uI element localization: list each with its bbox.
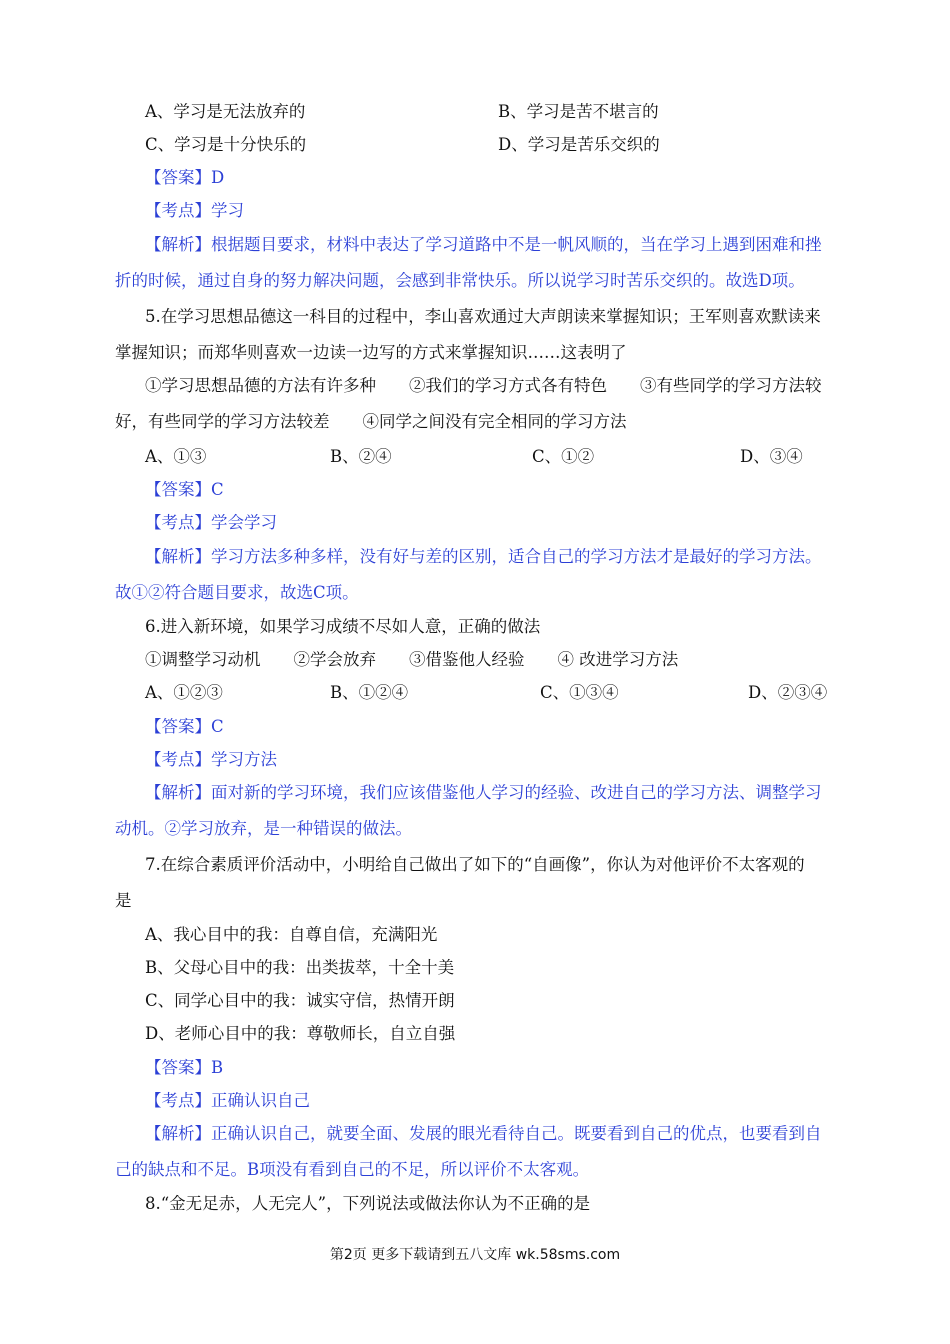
- q6-stem: 6.进入新环境，如果学习成绩不尽如人意，正确的做法: [145, 617, 541, 636]
- q4-option-c: C、学习是十分快乐的: [145, 135, 307, 154]
- q7-stem-line2: 是: [115, 891, 132, 910]
- q4-analysis-line1: 【解析】根据题目要求，材料中表达了学习道路中不是一帆风顺的，当在学习上遇到困难和挫: [145, 235, 822, 254]
- q7-point: 【考点】正确认识自己: [145, 1091, 310, 1110]
- q7-answer: 【答案】B: [145, 1058, 224, 1077]
- q7-option-d: D、老师心目中的我：尊敬师长，自立自强: [145, 1024, 456, 1043]
- q5-analysis-line1: 【解析】学习方法多种多样，没有好与差的区别，适合自己的学习方法才是最好的学习方法。: [145, 547, 822, 566]
- q6-option-a: A、①②③: [145, 683, 223, 702]
- q4-option-a: A、学习是无法放弃的: [145, 102, 306, 121]
- q6-option-d: D、②③④: [748, 683, 828, 702]
- q4-answer: 【答案】D: [145, 168, 225, 187]
- q4-analysis-line2: 折的时候，通过自身的努力解决问题，会感到非常快乐。所以说学习时苦乐交织的。故选D项。: [115, 271, 805, 290]
- q4-point: 【考点】学习: [145, 201, 244, 220]
- q5-items-line1: ①学习思想品德的方法有许多种 ②我们的学习方式各有特色 ③有些同学的学习方法较: [145, 376, 822, 395]
- q7-analysis-line1: 【解析】正确认识自己，就要全面、发展的眼光看待自己。既要看到自己的优点，也要看到自: [145, 1124, 822, 1143]
- q7-option-b: B、父母心目中的我：出类拔萃，十全十美: [145, 958, 455, 977]
- q8-stem: 8.“金无足赤，人无完人”，下列说法或做法你认为不正确的是: [145, 1194, 591, 1213]
- q5-stem-line2: 掌握知识；而郑华则喜欢一边读一边写的方式来掌握知识……这表明了: [115, 343, 627, 362]
- q7-option-c: C、同学心目中的我：诚实守信，热情开朗: [145, 991, 455, 1010]
- q5-point: 【考点】学会学习: [145, 513, 277, 532]
- q6-items: ①调整学习动机 ②学会放弃 ③借鉴他人经验 ④ 改进学习方法: [145, 650, 679, 669]
- q7-option-a: A、我心目中的我：自尊自信，充满阳光: [145, 925, 438, 944]
- q6-analysis-line1: 【解析】面对新的学习环境，我们应该借鉴他人学习的经验、改进自己的学习方法、调整学习: [145, 783, 822, 802]
- page-footer: 第2页 更多下载请到五八文库 wk.58sms.com: [329, 1247, 621, 1263]
- q7-analysis-line2: 己的缺点和不足。B项没有看到自己的不足，所以评价不太客观。: [115, 1160, 590, 1179]
- q4-option-d: D、学习是苦乐交织的: [498, 135, 660, 154]
- q5-answer: 【答案】C: [145, 480, 224, 499]
- q4-option-b: B、学习是苦不堪言的: [498, 102, 659, 121]
- q5-items-line2: 好，有些同学的学习方法较差 ④同学之间没有完全相同的学习方法: [115, 412, 627, 431]
- q5-option-c: C、①②: [532, 447, 595, 466]
- q6-option-c: C、①③④: [540, 683, 619, 702]
- q6-answer: 【答案】C: [145, 717, 224, 736]
- q6-point: 【考点】学习方法: [145, 750, 277, 769]
- q5-stem-line1: 5.在学习思想品德这一科目的过程中，李山喜欢通过大声朗读来掌握知识；王军则喜欢默读来: [145, 307, 821, 326]
- q5-option-a: A、①③: [145, 447, 207, 466]
- q5-option-d: D、③④: [740, 447, 803, 466]
- q6-option-b: B、①②④: [330, 683, 409, 702]
- q6-analysis-line2: 动机。②学习放弃，是一种错误的做法。: [115, 819, 412, 838]
- q5-option-b: B、②④: [330, 447, 392, 466]
- q7-stem-line1: 7.在综合素质评价活动中，小明给自己做出了如下的“自画像”，你认为对他评价不太客观的: [145, 855, 805, 874]
- q5-analysis-line2: 故①②符合题目要求，故选C项。: [115, 583, 359, 602]
